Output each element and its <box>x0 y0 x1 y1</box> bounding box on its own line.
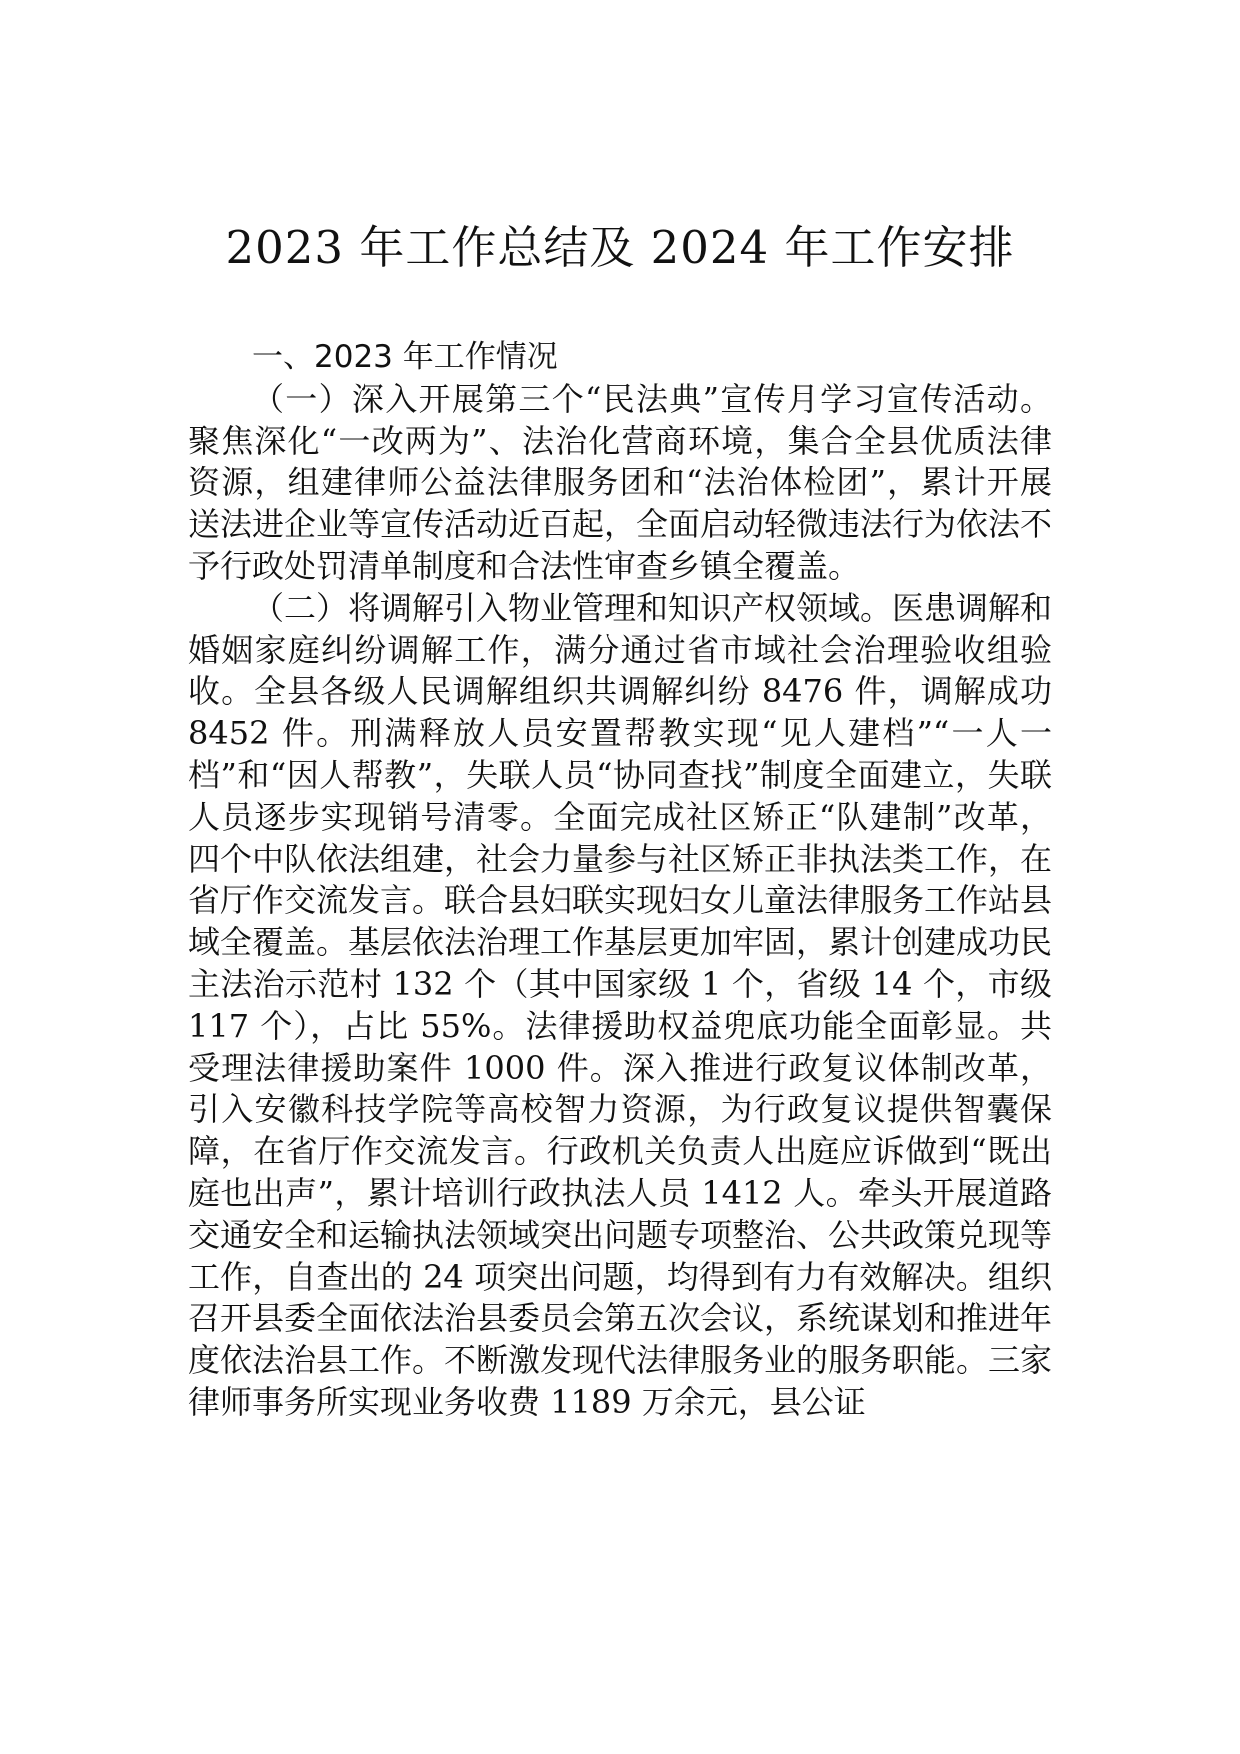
paragraph-2: （二）将调解引入物业管理和知识产权领域。医患调解和婚姻家庭纠纷调解工作，满分通过省市域社会治理验收组验收。全县各级人民调解组织共调解纠纷 8476 件，调解成功 8452 件。刑满释放人员安置帮教实现“见人建档”“一人一档”和“因人帮教”，失联人员“协同查找”制度全面建立，失联人员逐步实现销号清零。全面完成社区矫正“队建制”改革，四个中队依法组建，社会力量参与社区矫正非执法类工作，在省厅作交流发言。联合县妇联实现妇女儿童法律服务工作站县域全覆盖。基层依法治理工作基层更加牢固，累计创建成功民主法治示范村 132 个（其中国家级 1 个，省级 14 个，市级 117 个），占比 55%。法律援助权益兜底功能全面彰显。共受理法律援助案件 1000 件。深入推进行政复议体制改革，引入安徽科技学院等高校智力资源，为行政复议提供智囊保障，在省厅作交流发言。行政机关负责人出庭应诉做到“既出庭也出声”，累计培训行政执法人员 1412 人。牵头开展道路交通安全和运输执法领域突出问题专项整治、公共政策兑现等工作，自查出的 24 项突出问题，均得到有力有效解决。组织召开县委全面依法治县委员会第五次会议，系统谋划和推进年度依法治县工作。不断激发现代法律服务业的服务职能。三家律师事务所实现业务收费 1189 万余元，县公证 <box>188 588 1053 1421</box>
paragraph-1: （一）深入开展第三个“民法典”宣传月学习宣传活动。聚焦深化“一改两为”、法治化营商环境，集合全县优质法律资源，组建律师公益法律服务团和“法治体检团”，累计开展送法进企业等宣传活动近百起，全面启动轻微违法行为依法不予行政处罚清单制度和合法性审查乡镇全覆盖。 <box>188 379 1053 585</box>
document-title: 2023 年工作总结及 2024 年工作安排 <box>225 221 1015 274</box>
section-heading: 一、2023 年工作情况 <box>252 339 558 375</box>
document-body <box>188 337 1052 1424</box>
